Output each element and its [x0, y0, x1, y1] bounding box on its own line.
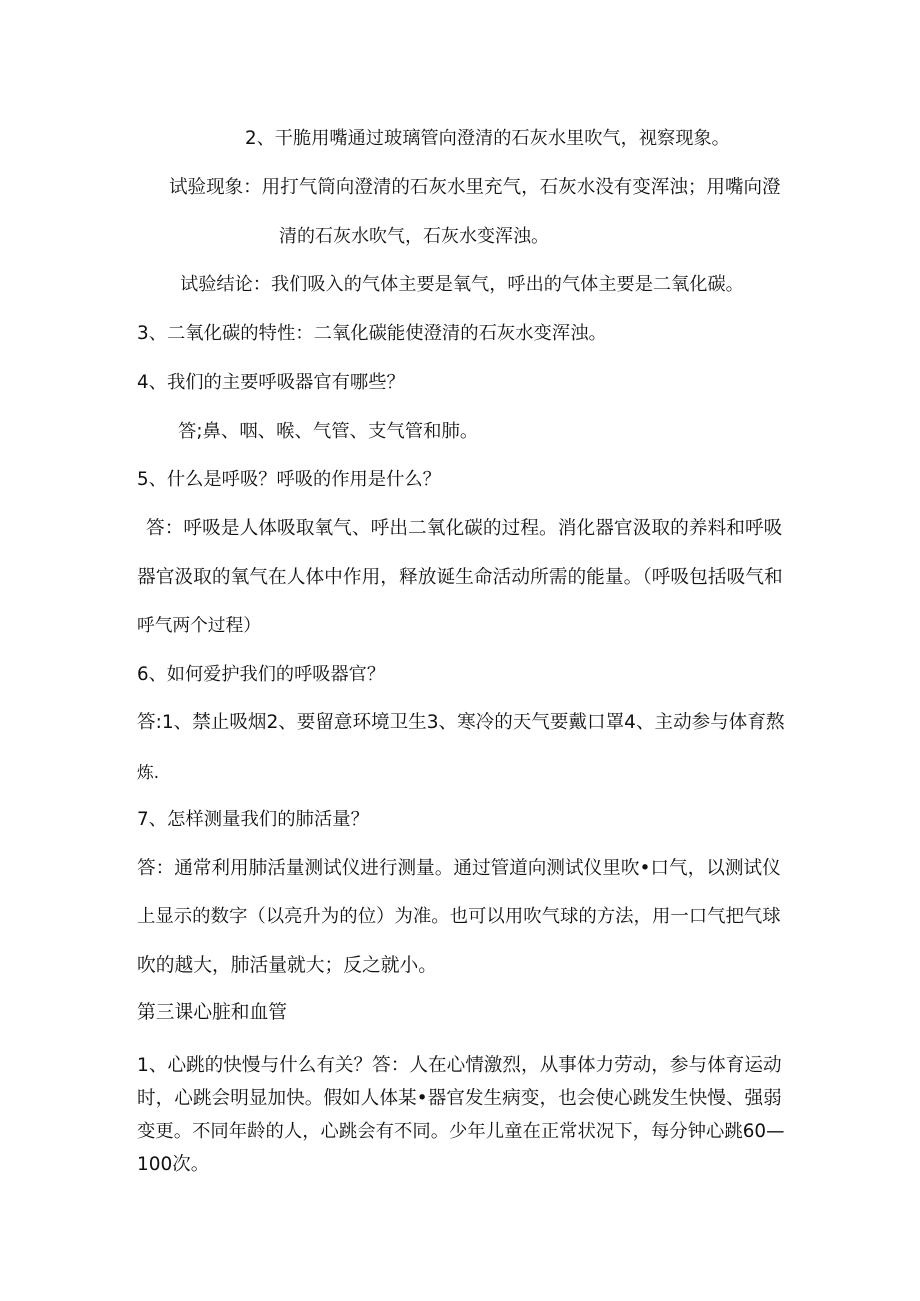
text-line: 4、我们的主要呼吸器官有哪些？ [137, 372, 405, 393]
text-line: 答：通常利用肺活量测试仪进行测量。通过管道向测试仪里吹•口气，以测试仪 [137, 858, 781, 879]
text-line: 1、心跳的快慢与什么有关？答：人在心情激烈，从事体力劳动，参与体育运动 [137, 1055, 782, 1076]
text-line: 器官汲取的氧气在人体中作用，释放诞生命活动所需的能量。（呼吸包括吸气和 [137, 567, 783, 588]
text-line: 时，心跳会明显加快。假如人体某•器官发生病变，也会使心跳发生快慢、强弱 [137, 1088, 782, 1109]
text-line: 试验结论：我们吸入的气体主要是氧气，呼出的气体主要是二氧化碳。 [180, 274, 744, 295]
text-line: 100次。 [137, 1154, 210, 1175]
text-line: 呼气两个过程） [137, 616, 261, 636]
text-line: 2、干脆用嘴通过玻璃管向澄清的石灰水里吹气，视察现象。 [245, 128, 730, 149]
text-line: 答：呼吸是人体吸取氧气、呼出二氧化碳的过程。消化器官汲取的养料和呼吸 [146, 518, 783, 539]
text-line: 吹的越大，肺活量就大；反之就小。 [137, 955, 437, 976]
text-line: 6、如何爱护我们的呼吸器官？ [137, 664, 386, 685]
text-line: 变更。不同年龄的人，心跳会有不同。少年儿童在正常状况下，每分钟心跳60— [137, 1121, 785, 1142]
text-line: 试验现象：用打气筒向澄清的石灰水里充气，石灰水没有变浑浊；用嘴向澄 [169, 177, 781, 198]
text-line: 5、什么是呼吸？呼吸的作用是什么？ [137, 469, 441, 490]
text-line: 7、怎样测量我们的肺活量？ [137, 809, 369, 830]
text-line: 答;鼻、咽、喉、气管、支气管和肺。 [178, 421, 479, 442]
section-heading: 第三课心脏和血管 [137, 1002, 287, 1023]
text-line: 3、二氧化碳的特性：二氧化碳能使澄清的石灰水变浑浊。 [137, 323, 607, 344]
text-line: 答:1、禁止吸烟2、要留意环境卫生3、寒冷的天气要戴口罩4、主动参与体育熬 [137, 712, 785, 733]
text-line: 炼. [137, 762, 160, 782]
text-line: 清的石灰水吹气，石灰水变浑浊。 [279, 226, 549, 247]
text-line: 上显示的数字（以亮升为的位）为准。也可以用吹气球的方法，用一口气把气球 [137, 906, 781, 927]
